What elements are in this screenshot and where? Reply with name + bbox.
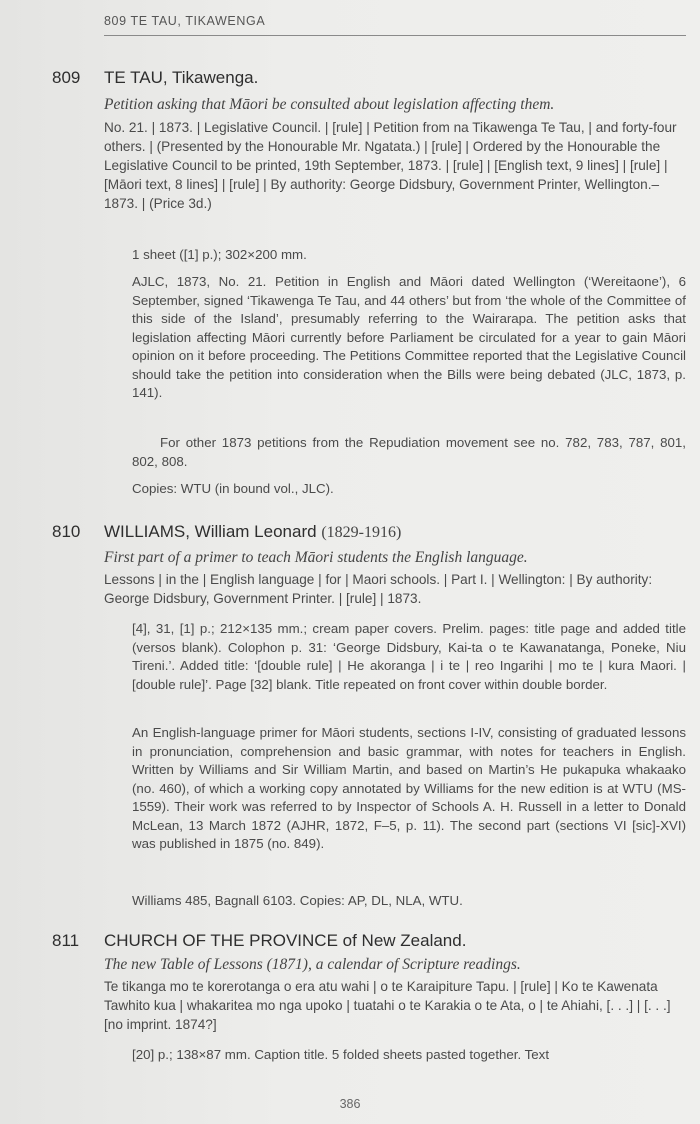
entry-810-note: An English-language primer for Māori students, sections I-IV, consisting of graduated lessons in pronunciation, comprehension and basic grammar, with notes for teachers in English. Written by Williams and Sir William Martin, and based on Martin’s He pukapuka whakaako (no. 460), of which a working copy annotated by Williams for the new edition is at WTU (MS-1559). Their work was referred to by Inspector of Schools A. H. Russell in a letter to Donald McLean, 13 March 1872 (AJHR, 1872, F–5, p. 11). The second part (sections VI [sic]-XVI) was published in 1875 (no. 849).: [132, 725, 686, 851]
entry-heading-name: CHURCH OF THE PROVINCE of New Zealand.: [104, 931, 467, 950]
entry-number: 809: [52, 68, 81, 87]
entry-heading: [104, 68, 258, 88]
running-head: 809 TE TAU, TIKAWENGA: [104, 14, 266, 28]
page-number: 386: [339, 1097, 361, 1111]
entry-number: 810: [52, 522, 81, 541]
entry-heading-name: WILLIAMS, William Leonard: [104, 522, 317, 541]
entry-subtitle: First part of a primer to teach Māori students the English language.: [104, 549, 528, 566]
entry-heading: [104, 931, 466, 951]
entry-811-collation: [20] p.; 138×87 mm. Caption title. 5 folded sheets pasted together. Text: [132, 1047, 550, 1062]
entry-dates: (1829-1916): [321, 524, 402, 541]
entry-809-note: AJLC, 1873, No. 21. Petition in English and Māori dated Wellington (‘Wereitaone’), 6 September, signed ‘Tikawenga Te Tau, and 44 others’ but from ‘the whole of the Committee of this side of the Island’, presumably referring to the Wairarapa. The petition asks that legislation affecting Māori currently before Parliament be circulated for a year to gain Māori opinion on it before proceeding. The Petitions Committee reported that the Legislative Council should take the petition into consideration when the Bills were being debated (JLC, 1873, p. 141).: [132, 274, 686, 400]
entry-809-copies: Copies: WTU (in bound vol., JLC).: [132, 481, 334, 496]
entry-heading: [104, 522, 401, 542]
entry-810-refs: Williams 485, Bagnall 6103. Copies: AP, DL, NLA, WTU.: [132, 893, 463, 908]
entry-heading-name: TE TAU, Tikawenga.: [104, 68, 259, 87]
entry-transcription: No. 21. | 1873. | Legislative Council. | [rule] | Petition from na Tikawenga Te Tau, | and forty-four others. | (Presented by the Honourable Mr. Ngatata.) | [rule] | Ordered by the Honourable the Legislative Council to be printed, 19th September, 1873. | [rule] | [English text, 9 lines] | [rule] | [Māori text, 8 lines] | [rule] | By authority: George Didsbury, Government Printer, Wellington.–1873. | (Price 3d.): [104, 120, 677, 211]
entry-number: 811: [52, 931, 80, 950]
entry-809-note-2: For other 1873 petitions from the Repudiation movement see no. 782, 783, 787, 801, 802, 808.: [132, 435, 686, 469]
head-rule: [104, 35, 686, 36]
entry-transcription: Lessons | in the | English language | for | Maori schools. | Part I. | Wellington: | By authority: George Didsbury, Government Printer. | [rule] | 1873.: [104, 572, 653, 606]
entry-810-collation: [4], 31, [1] p.; 212×135 mm.; cream paper covers. Prelim. pages: title page and added title (versos blank). Colophon p. 31: ‘George Didsbury, Kai-ta o te Kawanatanga, Poneke, Niu Tireni.’. Added title: ‘[double rule] | He akoranga | i te | reo Ingarihi | mo te | kura Maori. | [double rule]’. Page [32] blank. Title repeated on front cover within double border.: [132, 621, 686, 692]
entry-809-collation: 1 sheet ([1] p.); 302×200 mm.: [132, 247, 307, 262]
entry-subtitle: Petition asking that Māori be consulted about legislation affecting them.: [104, 96, 555, 113]
entry-subtitle: The new Table of Lessons (1871), a calendar of Scripture readings.: [104, 956, 521, 973]
entry-transcription: Te tikanga mo te korerotanga o era atu wahi | o te Karaipiture Tapu. | [rule] | Ko te Kawenata Tawhito kua | whakaritea mo nga upoko | tuatahi o te Karakia o te Ata, o | te Ahiahi, [. . .] | [. . .] [no imprint. 1874?]: [104, 979, 671, 1032]
